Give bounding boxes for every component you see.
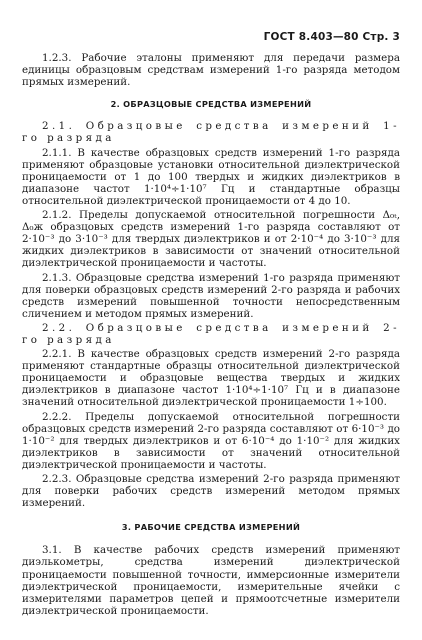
section-heading-2: 2. ОБРАЗЦОВЫЕ СРЕДСТВА ИЗМЕРЕНИЙ [110, 99, 312, 110]
subsection-heading-2-2: 2.2. Образцовые средства измерений 2-го разряда [22, 321, 400, 346]
section-heading-3: 3. РАБОЧИЕ СРЕДСТВА ИЗМЕРЕНИЙ [121, 522, 301, 533]
paragraph-3-1: 3.1. В качестве рабочих средств измерений применяют диэлькометры, средства измерений диэлектрической проницаемости повышенной точности, иммерсионные измерители диэлектрической проницаемости, измерительные ячейки с измерителями параметров цепей и прямоотсчетные измерители диэлектрической проницаемости. [22, 544, 400, 617]
paragraph-2-1-3: 2.1.3. Образцовые средства измерений 1-го разряда применяют для поверки образцовых средств измерений 2-го разряда и рабочих средств измерений повышенной точности непосредственным сличением и методом прямых измерений. [22, 271, 400, 320]
subsection-heading-2-1: 2.1. Образцовые средства измерений 1-го разряда [22, 120, 400, 145]
paragraph-2-1-2: 2.1.2. Пределы допускаемой относительной погрешности Δ₀ₜ, Δ₀ж образцовых средств измерений 1-го разряда составляют от 2·10⁻³ до 3·10⁻³ для твердых диэлектриков и от 2·10⁻⁴ до 3·10⁻³ для жидких диэлектриков в зависимости от значений относительной диэлектрической проницаемости и частоты. [22, 209, 400, 270]
document-body [22, 50, 400, 619]
paragraph-2-1-1: 2.1.1. В качестве образцовых средств измерений 1-го разряда применяют образцовые установки относительной диэлектрической проницаемости от 1 до 100 твердых и жидких диэлектриков в диапазоне частот 1·10⁴÷1·10⁷ Гц и стандартные образцы относительной диэлектрической проницаемости от 4 до 10. [22, 146, 400, 207]
page-header: ГОСТ 8.403—80 Стр. 3 [263, 31, 400, 43]
paragraph-2-2-1: 2.2.1. В качестве образцовых средств измерений 2-го разряда применяют стандартные образцы относительной диэлектрической проницаемости и образцовые вещества твердых и жидких диэлектриков в диапазоне частот 1·10⁴÷1·10⁷ Гц и в диапазоне значений относительной диэлектрической проницаемости 1÷100. [22, 348, 400, 409]
paragraph-2-2-2: 2.2.2. Пределы допускаемой относительной погрешности образцовых средств измерений 2-го разряда составляют от 6·10⁻³ до 1·10⁻² для твердых диэлектриков и от 6·10⁻⁴ до 1·10⁻² для жидких диэлектриков в зависимости от значений относительной диэлектрической проницаемости и частоты. [22, 410, 400, 471]
paragraph-2-2-3: 2.2.3. Образцовые средства измерений 2-го разряда применяют для поверки рабочих средств измерений методом прямых измерений. [22, 473, 400, 510]
paragraph-1-2-3: 1.2.3. Рабочие эталоны применяют для передачи размера единицы образцовым средствам измерений 1-го разряда методом прямых измерений. [22, 52, 400, 89]
